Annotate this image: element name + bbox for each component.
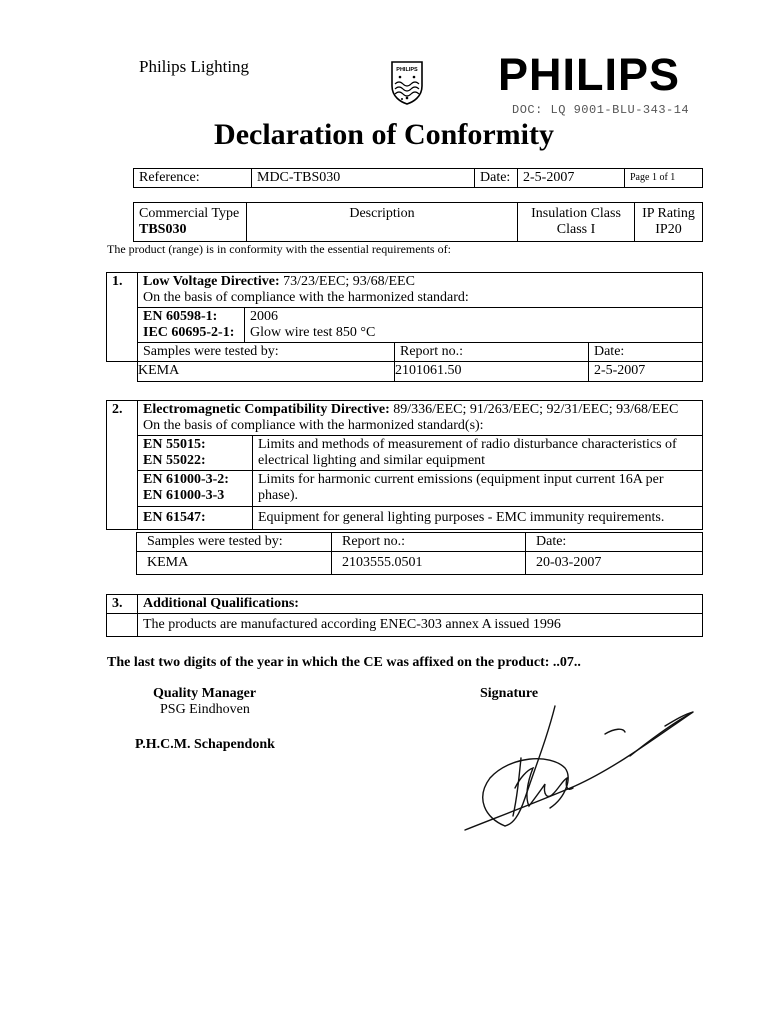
emc-standard-text: Limits for harmonic current emissions (equipment input current 16A per phase). <box>253 471 703 506</box>
signer-name: P.H.C.M. Schapendonk <box>135 737 275 752</box>
page-indicator: Page 1 of 1 <box>625 169 703 188</box>
test-date-header: Date: <box>588 343 702 362</box>
quality-manager-org: PSG Eindhoven <box>160 702 250 717</box>
section-2-basis: On the basis of compliance with the harmonized standard(s): <box>143 418 484 434</box>
section-1-basis: On the basis of compliance with the harmonized standard: <box>143 290 469 306</box>
test-date-value: 20-03-2007 <box>526 552 703 575</box>
reference-table <box>133 168 703 188</box>
quality-manager-role: Quality Manager <box>153 686 257 701</box>
section-1-directive-name: Low Voltage Directive: <box>143 274 280 289</box>
product-table <box>133 202 703 242</box>
section-1-directive <box>138 273 703 308</box>
report-no-header: Report no.: <box>332 533 526 552</box>
ip-cell <box>635 203 703 242</box>
section-1-number: 1. <box>107 273 138 362</box>
section-1-directive-codes: 73/23/EEC; 93/68/EEC <box>283 274 415 289</box>
section-3-table <box>106 594 703 637</box>
standard-text: 2006 <box>250 309 278 325</box>
emc-standard-text: Equipment for general lighting purposes - EMC immunity requirements. <box>253 506 703 529</box>
ip-label: IP Rating <box>642 206 695 221</box>
report-no-value: 2101061.50 <box>394 362 588 381</box>
tested-by-value: KEMA <box>137 552 332 575</box>
section-3-title: Additional Qualifications: <box>143 596 299 611</box>
insulation-value: Class I <box>556 222 596 238</box>
section-2-directive-codes: 89/336/EEC; 91/263/EEC; 92/31/EEC; 93/68/EEC <box>393 402 679 417</box>
company-name: Philips Lighting <box>139 57 250 76</box>
standard-text: Limits and methods of measurement of radio disturbance characteristics of <box>258 437 677 453</box>
standard-code: EN 60598-1: <box>143 309 218 325</box>
document-reference: DOC: LQ 9001-BLU-343-14 <box>512 103 690 117</box>
section-2-directive-name: Electromagnetic Compatibility Directive: <box>143 402 390 417</box>
philips-shield-logo <box>389 60 425 111</box>
reference-value: MDC-TBS030 <box>252 169 475 188</box>
commercial-type-label: Commercial Type <box>139 206 240 221</box>
standard-code: IEC 60695-2-1: <box>143 325 235 341</box>
date-label: Date: <box>475 169 518 188</box>
report-no-header: Report no.: <box>394 343 588 362</box>
reference-label: Reference: <box>134 169 252 188</box>
section-3-number: 3. <box>107 595 138 614</box>
description-label: Description <box>247 203 518 242</box>
section-1-standard-texts <box>245 308 703 343</box>
signature-label: Signature <box>480 686 539 701</box>
standard-code: EN 61000-3-3 <box>143 488 225 504</box>
quality-manager-block <box>153 686 256 718</box>
section-2-directive <box>138 401 703 436</box>
shield-text: PHILIPS <box>396 67 418 73</box>
insulation-cell <box>518 203 635 242</box>
standard-code: EN 55022: <box>143 453 206 469</box>
section-2-number: 2. <box>107 401 138 530</box>
tested-by-value: KEMA <box>138 362 395 381</box>
standard-text: Glow wire test 850 °C <box>250 325 376 341</box>
handwritten-signature <box>455 698 705 843</box>
brand-wordmark: PHILIPS <box>498 49 681 100</box>
section-2-table <box>106 400 703 530</box>
section-3-text: The products are manufactured according ENEC-303 annex A issued 1996 <box>138 614 703 637</box>
section-1-standard-codes <box>138 308 245 343</box>
standard-code: EN 55015: <box>143 437 206 453</box>
commercial-type-cell <box>134 203 247 242</box>
section-1-table <box>106 272 703 382</box>
emc-standard-text <box>253 436 703 471</box>
section-2-samples-table <box>136 532 703 575</box>
ce-marking-note: The last two digits of the year in which the CE was affixed on the product: ..07.. <box>107 655 581 670</box>
emc-standard-codes <box>138 506 253 529</box>
emc-standard-codes <box>138 436 253 471</box>
standard-code: EN 61000-3-2: <box>143 472 229 488</box>
ip-value: IP20 <box>655 222 682 238</box>
emc-standard-codes <box>138 471 253 506</box>
page-title: Declaration of Conformity <box>214 118 554 151</box>
commercial-type-value: TBS030 <box>139 222 187 238</box>
date-value: 2-5-2007 <box>518 169 625 188</box>
report-no-value: 2103555.0501 <box>332 552 526 575</box>
tested-by-header: Samples were tested by: <box>138 343 395 362</box>
conformity-note: The product (range) is in conformity with the essential requirements of: <box>107 242 451 256</box>
tested-by-header: Samples were tested by: <box>137 533 332 552</box>
standard-code: EN 61547: <box>143 509 206 525</box>
test-date-value: 2-5-2007 <box>588 362 702 381</box>
standard-text: electrical lighting and similar equipment <box>258 453 486 469</box>
test-date-header: Date: <box>526 533 703 552</box>
insulation-label: Insulation Class <box>531 206 621 221</box>
